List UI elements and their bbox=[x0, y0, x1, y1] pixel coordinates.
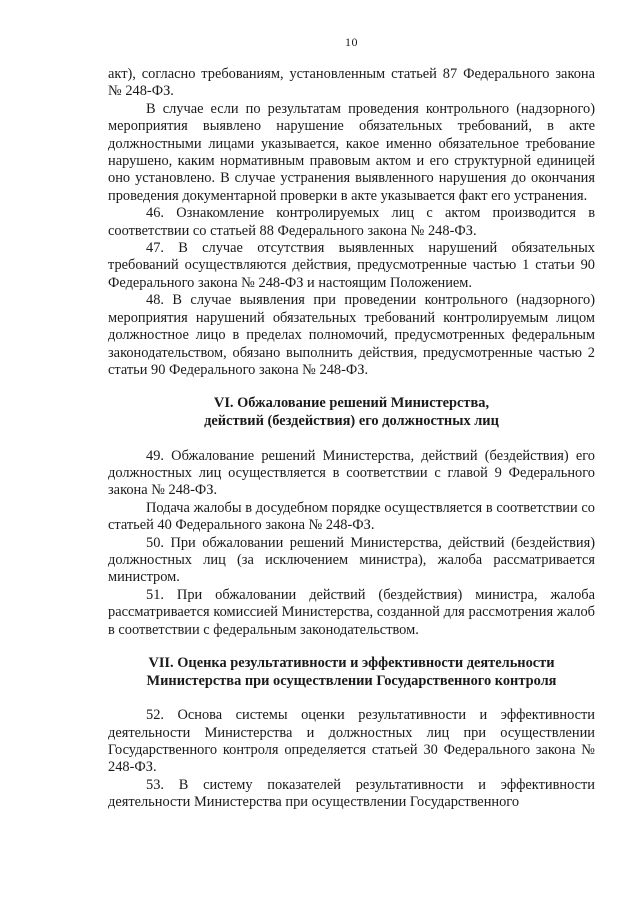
paragraph-50: 50. При обжаловании решений Министерства, действий (бездействия) должностных лиц (за исключением министра), жалоба рассматривается министром. bbox=[108, 534, 595, 586]
section-7-title-line1: VII. Оценка результативности и эффективности деятельности bbox=[148, 654, 555, 671]
paragraph-51: 51. При обжаловании действий (бездействия) министра, жалоба рассматривается комиссией Министерства, созданной для рассмотрения жалоб в соответствии с федеральным законодательством. bbox=[108, 586, 595, 638]
section-6-heading bbox=[108, 395, 595, 430]
paragraph-47: 47. В случае отсутствия выявленных нарушений обязательных требований осуществляются действия, предусмотренные частью 1 статьи 90 Федерального закона № 248-ФЗ и настоящим Положением. bbox=[108, 240, 595, 291]
paragraph-violation-act: В случае если по результатам проведения контрольного (надзорного) мероприятия выявлено нарушение обязательных требований, в акте должностными лицами указывается, какое именно обязательное требование нарушено, каким нормативным правовым актом и его структурной единицей оно установлено. В случае устранения выявленного нарушения до окончания проведения документарной проверки в акте указывается факт его устранения. bbox=[108, 100, 595, 204]
section-7-title-line2: Министерства при осуществлении Государственного контроля bbox=[146, 672, 557, 689]
paragraph-continuation: акт), согласно требованиям, установленным статьей 87 Федерального закона № 248-ФЗ. bbox=[108, 66, 595, 100]
section-7-heading bbox=[108, 655, 595, 690]
paragraph-46: 46. Ознакомление контролируемых лиц с актом производится в соответствии со статьей 88 Федерального закона № 248-ФЗ. bbox=[108, 205, 595, 239]
paragraph-48: 48. В случае выявления при проведении контрольного (надзорного) мероприятия нарушений обязательных требований контролируемым лицом должностное лицо в пределах полномочий, предусмотренных федеральным законодательством, обязано выполнить действия, предусмотренные частью 2 статьи 90 Федерального закона № 248-ФЗ. bbox=[108, 292, 595, 378]
paragraph-53: 53. В систему показателей результативности и эффективности деятельности Министерства при осуществлении Государственного bbox=[108, 776, 595, 811]
document-body bbox=[108, 66, 595, 812]
paragraph-complaint-filing: Подача жалобы в досудебном порядке осуществляется в соответствии со статьей 40 Федерального закона № 248-ФЗ. bbox=[108, 499, 595, 534]
page-number: 10 bbox=[345, 35, 358, 49]
paragraph-49: 49. Обжалование решений Министерства, действий (бездействия) его должностных лиц осуществляется в соответствии с главой 9 Федерального закона № 248-ФЗ. bbox=[108, 447, 595, 499]
paragraph-52: 52. Основа системы оценки результативности и эффективности деятельности Министерства и должностных лиц при осуществлении Государственного контроля определяется статьей 30 Федерального закона № 248-ФЗ. bbox=[108, 707, 595, 776]
section-6-title-line2: действий (бездействия) его должностных лиц bbox=[204, 412, 499, 429]
section-6-title-line1: VI. Обжалование решений Министерства, bbox=[213, 395, 490, 412]
